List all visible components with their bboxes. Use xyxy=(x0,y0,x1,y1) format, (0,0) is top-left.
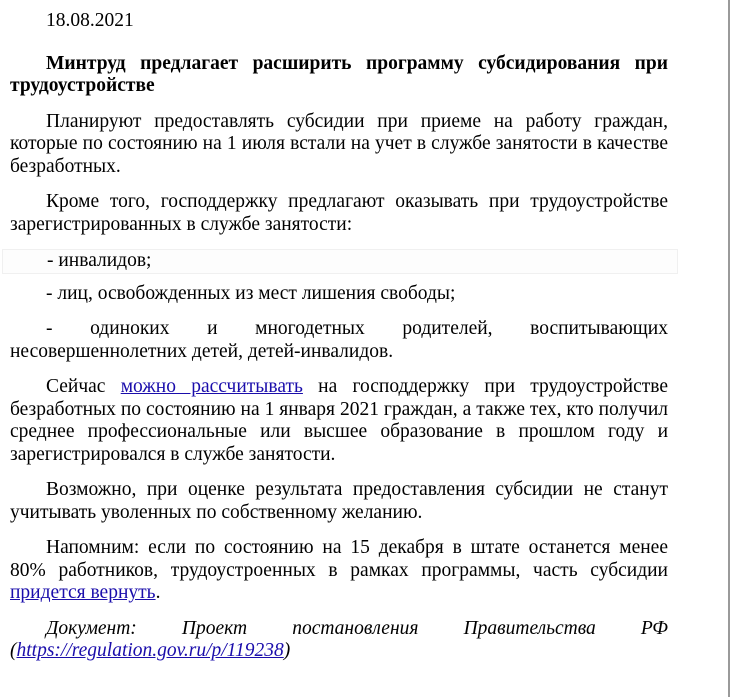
paragraph-5 xyxy=(10,537,668,605)
document-date: 18.08.2021 xyxy=(46,10,134,31)
paragraph-3-end: на господдержку при трудоустройстве безработных по состоянию на 1 января 2021 граждан, а также тех, кто получил среднее профессиональные или высшее образование в прошлом году и зарегистрировался в службе занятости. xyxy=(10,376,669,465)
regulation-link[interactable]: https://regulation.gov.ru/p/119238 xyxy=(16,640,284,661)
list-item-disabled: - инвалидов; xyxy=(2,249,678,274)
link-can-count-on[interactable]: можно рассчитывать xyxy=(120,376,303,397)
list-item-parents: - одиноких и многодетных родителей, воспитывающих несовершеннолетних детей, детей-инвалидов. xyxy=(10,318,668,362)
paragraph-3-start: Сейчас xyxy=(46,376,121,397)
close-paren: ) xyxy=(283,640,291,661)
article-title: Минтруд предлагает расширить программу субсидирования при трудоустройстве xyxy=(10,52,668,96)
paragraph-4: Возможно, при оценке результата предоставления субсидии не станут учитывать уволенных по собственному желанию. xyxy=(10,479,668,523)
paragraph-3 xyxy=(10,376,668,466)
document-reference-link-line xyxy=(10,640,668,663)
paragraph-5-end: . xyxy=(155,582,161,603)
paragraph-1: Планируют предоставлять субсидии при приеме на работу граждан, которые по состоянию на 1 июля встали на учет в службе занятости в качестве безработных. xyxy=(10,110,668,177)
paragraph-2: Кроме того, господдержку предлагают оказывать при трудоустройстве зарегистрированных в службе занятости: xyxy=(10,191,668,235)
list-item-released: - лиц, освобожденных из мест лишения свободы; xyxy=(46,282,456,304)
document-body xyxy=(10,10,668,663)
paragraph-5-start: Напомним: если по состоянию на 15 декабря в штате останется менее 80% работников, трудоустроенных в рамках программы, часть субсидии xyxy=(10,537,668,581)
link-must-return[interactable]: придется вернуть xyxy=(10,582,156,603)
document-reference-label: Документ: Проект постановления Правительства РФ xyxy=(46,617,668,639)
open-paren: ( xyxy=(10,640,17,661)
